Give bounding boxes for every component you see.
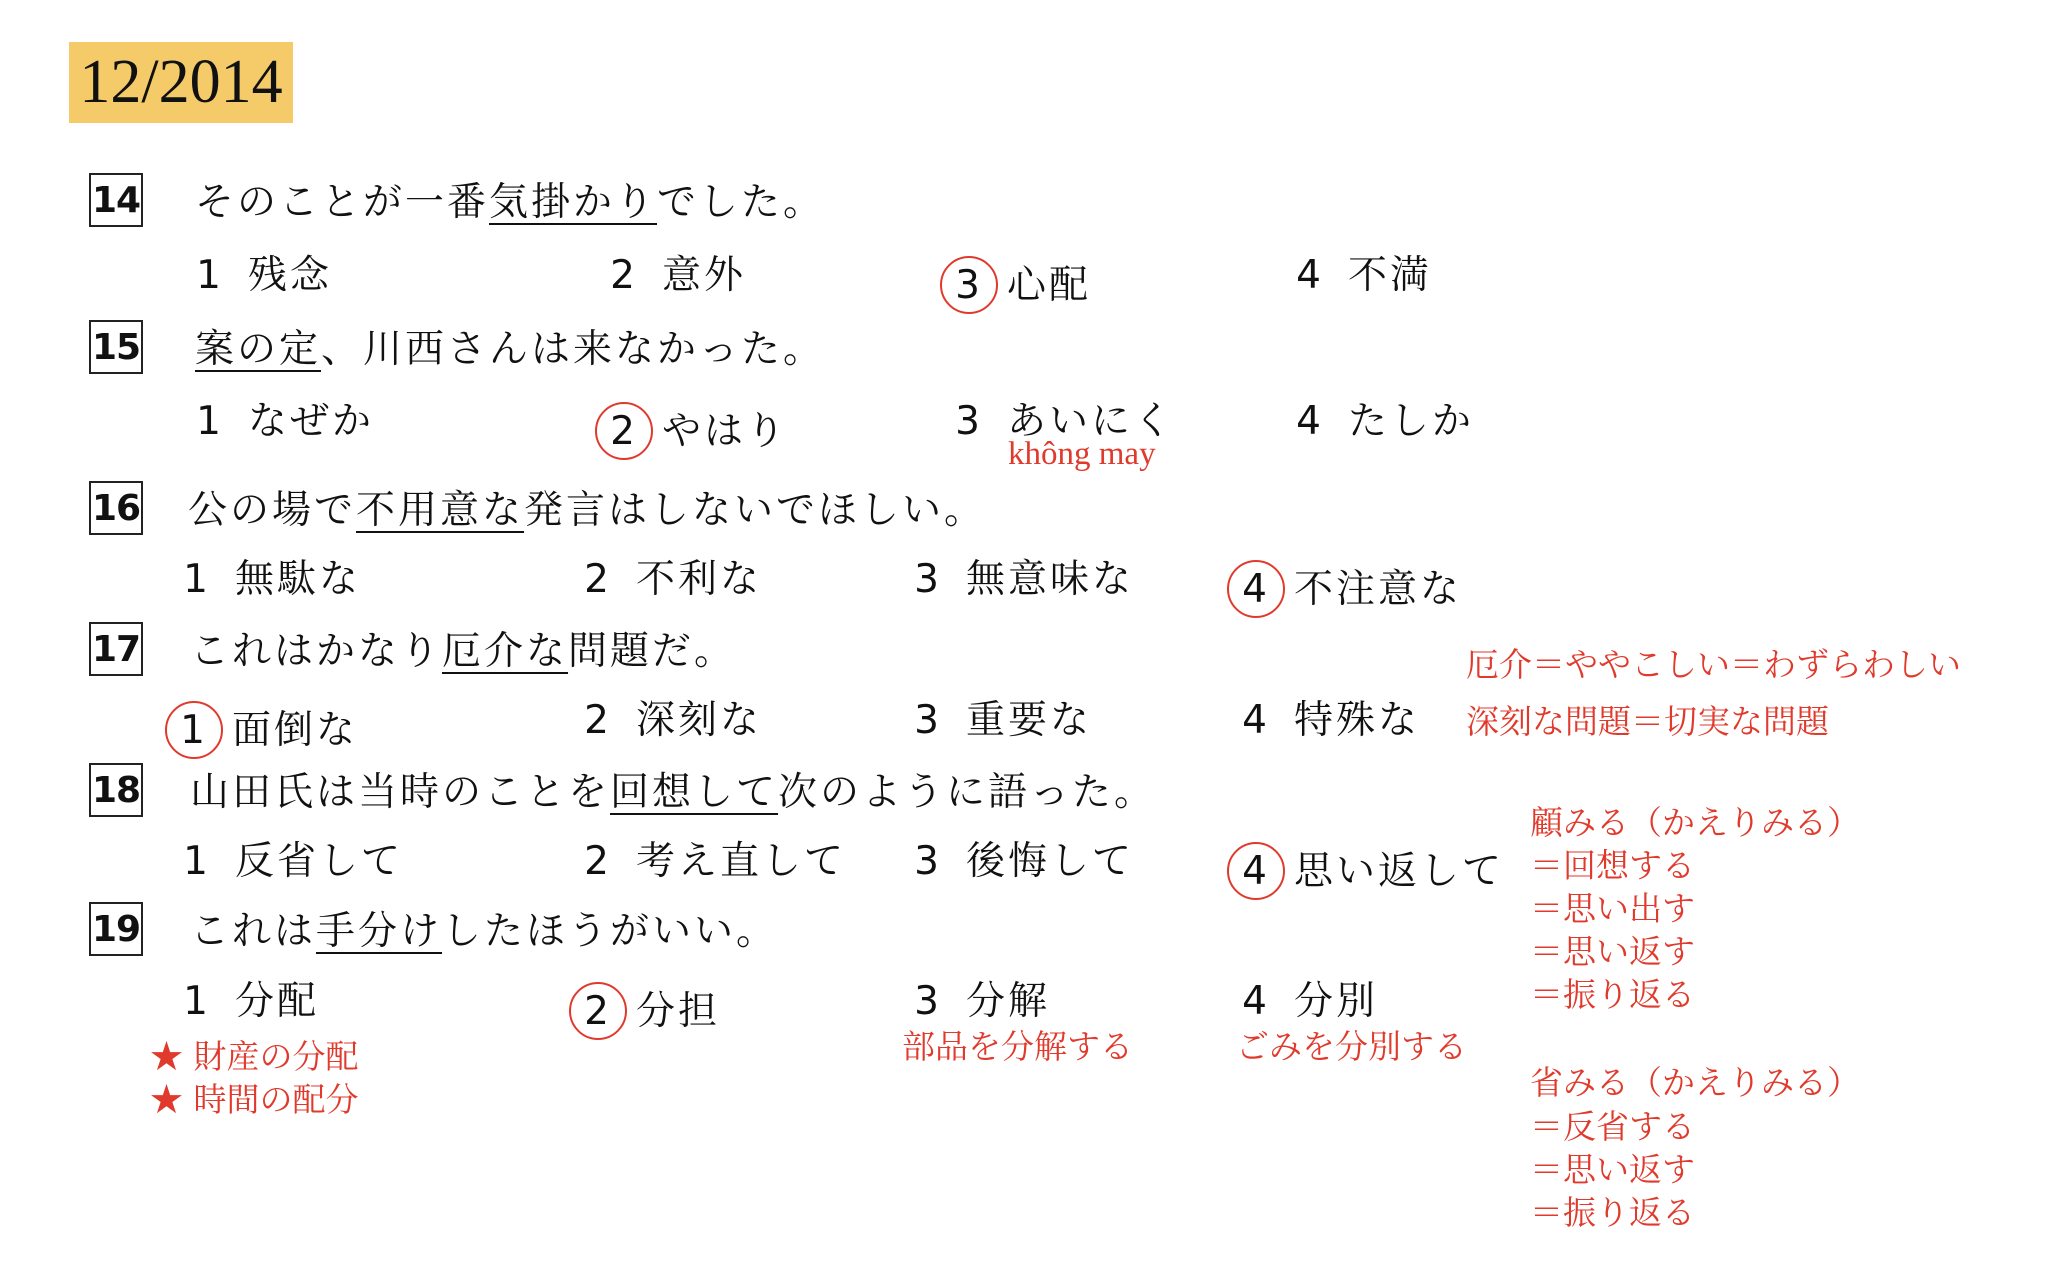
option-text: たしか	[1348, 399, 1475, 444]
option-number-circled: 4	[1227, 560, 1285, 618]
note-synonyms: 厄介＝ややこしい＝わずらわしい	[1466, 645, 1961, 684]
option-correct	[600, 402, 788, 460]
note-kaerimiru2-item: ＝振り返る	[1530, 1193, 1695, 1232]
note-example-text: 財産の分配	[193, 1037, 359, 1076]
stem-after: でした。	[657, 180, 826, 225]
question-number: 16	[89, 481, 143, 535]
option-number: 3	[955, 399, 983, 444]
note-example: 部品を分解する	[902, 1027, 1133, 1066]
stem-before: 山田氏は当時のことを	[190, 770, 611, 815]
stem-underlined: 手分け	[316, 909, 443, 954]
option	[173, 557, 362, 602]
option	[904, 839, 1135, 884]
option-correct	[170, 701, 358, 759]
option	[1286, 399, 1475, 444]
note-example	[150, 1037, 359, 1076]
option-text: なぜか	[248, 399, 375, 444]
option-correct	[574, 982, 720, 1040]
option	[904, 979, 1051, 1024]
option-number: 4	[1242, 979, 1270, 1024]
option-correct	[945, 256, 1091, 314]
stem-after: したほうがいい。	[442, 909, 779, 954]
question-stem	[195, 180, 826, 225]
option-text: 反省して	[235, 839, 404, 884]
option	[173, 839, 404, 884]
note-translation: không may	[1008, 436, 1156, 472]
note-kaerimiru2-item: ＝思い返す	[1530, 1150, 1695, 1189]
option-number-circled: 1	[165, 701, 223, 759]
option-number: 4	[1296, 399, 1324, 444]
option-number-circled: 2	[595, 402, 653, 460]
option-number: 1	[196, 399, 224, 444]
option-number: 2	[584, 698, 612, 743]
option-correct	[1232, 560, 1462, 618]
option-number: 4	[1296, 253, 1324, 298]
note-kaerimiru-item: ＝回想する	[1530, 846, 1695, 885]
question-stem	[190, 909, 779, 954]
option	[574, 557, 763, 602]
note-kaerimiru-item: ＝振り返る	[1530, 975, 1695, 1014]
stem-underlined: 厄介な	[442, 629, 569, 674]
option-text: 分別	[1294, 979, 1379, 1024]
stem-after: 次のように語った。	[778, 770, 1157, 815]
option	[904, 557, 1135, 602]
option-number: 1	[183, 557, 211, 602]
stem-underlined: 回想して	[610, 770, 779, 815]
stem-before: これは	[190, 909, 317, 954]
option-text: 不注意な	[1294, 566, 1463, 612]
option	[1286, 253, 1433, 298]
note-example	[150, 1080, 359, 1119]
option-number-circled: 4	[1227, 842, 1285, 900]
option-number: 3	[914, 557, 942, 602]
note-kaerimiru-title: 顧みる（かえりみる）	[1530, 803, 1860, 842]
question-number: 18	[89, 763, 143, 817]
stem-underlined: 案の定	[195, 327, 322, 372]
option-text: 不満	[1348, 253, 1433, 298]
option-text: 分解	[966, 979, 1051, 1024]
option-number: 3	[914, 979, 942, 1024]
stem-before: これはかなり	[190, 629, 443, 674]
option-text: あいにく	[1007, 399, 1176, 444]
option-text: 無駄な	[235, 557, 362, 602]
stem-after: 、川西さんは来なかった。	[321, 327, 826, 372]
option	[600, 253, 747, 298]
stem-underlined: 不用意な	[356, 488, 525, 533]
option-number: 3	[914, 698, 942, 743]
stem-before: そのことが一番	[195, 180, 490, 225]
option-number: 1	[183, 839, 211, 884]
note-collocation: 深刻な問題＝切実な問題	[1466, 702, 1829, 741]
option-number: 3	[914, 839, 942, 884]
question-number: 15	[89, 320, 143, 374]
option-number: 2	[584, 557, 612, 602]
question-stem	[188, 488, 987, 533]
stem-after: 発言はしないでほしい。	[524, 488, 987, 533]
date-badge: 12/2014	[69, 42, 293, 123]
option	[574, 839, 847, 884]
option-text: 特殊な	[1294, 698, 1421, 743]
option-text: やはり	[662, 408, 789, 454]
question-number: 17	[89, 622, 143, 676]
note-kaerimiru2-title: 省みる（かえりみる）	[1530, 1063, 1860, 1102]
option-text: 面倒な	[232, 707, 359, 753]
option-text: 後悔して	[966, 839, 1135, 884]
stem-before: 公の場で	[188, 488, 357, 533]
option	[574, 698, 763, 743]
option-number-circled: 2	[569, 982, 627, 1040]
stem-underlined: 気掛かり	[489, 180, 658, 225]
stem-after: 問題だ。	[568, 629, 737, 674]
star-icon: ★	[150, 1080, 183, 1119]
option	[904, 698, 1093, 743]
option	[1232, 698, 1421, 743]
note-example-text: 時間の配分	[193, 1080, 359, 1119]
option-text: 深刻な	[636, 698, 763, 743]
option-number: 1	[196, 253, 224, 298]
option-number: 2	[610, 253, 638, 298]
note-kaerimiru-item: ＝思い出す	[1530, 889, 1695, 928]
star-icon: ★	[150, 1037, 183, 1076]
option-text: 分担	[636, 988, 721, 1034]
option-correct	[1232, 842, 1504, 900]
option-text: 重要な	[966, 698, 1093, 743]
option-text: 不利な	[636, 557, 763, 602]
option	[173, 979, 320, 1024]
note-kaerimiru2-item: ＝反省する	[1530, 1107, 1695, 1146]
option-text: 無意味な	[966, 557, 1135, 602]
option	[1232, 979, 1379, 1024]
question-number: 19	[89, 902, 143, 956]
option-text: 意外	[662, 253, 747, 298]
option-number: 1	[183, 979, 211, 1024]
option-text: 心配	[1007, 262, 1092, 308]
option-text: 分配	[235, 979, 320, 1024]
option-text: 考え直して	[636, 839, 847, 884]
note-example: ごみを分別する	[1236, 1027, 1467, 1066]
question-number: 14	[89, 173, 143, 227]
option	[186, 399, 375, 444]
question-stem	[190, 629, 737, 674]
option-number: 4	[1242, 698, 1270, 743]
question-stem	[190, 770, 1157, 815]
note-kaerimiru-item: ＝思い返す	[1530, 932, 1695, 971]
option-text: 残念	[248, 253, 333, 298]
option	[186, 253, 333, 298]
question-stem	[195, 327, 826, 372]
option-text: 思い返して	[1294, 848, 1505, 894]
option-number-circled: 3	[940, 256, 998, 314]
option-number: 2	[584, 839, 612, 884]
